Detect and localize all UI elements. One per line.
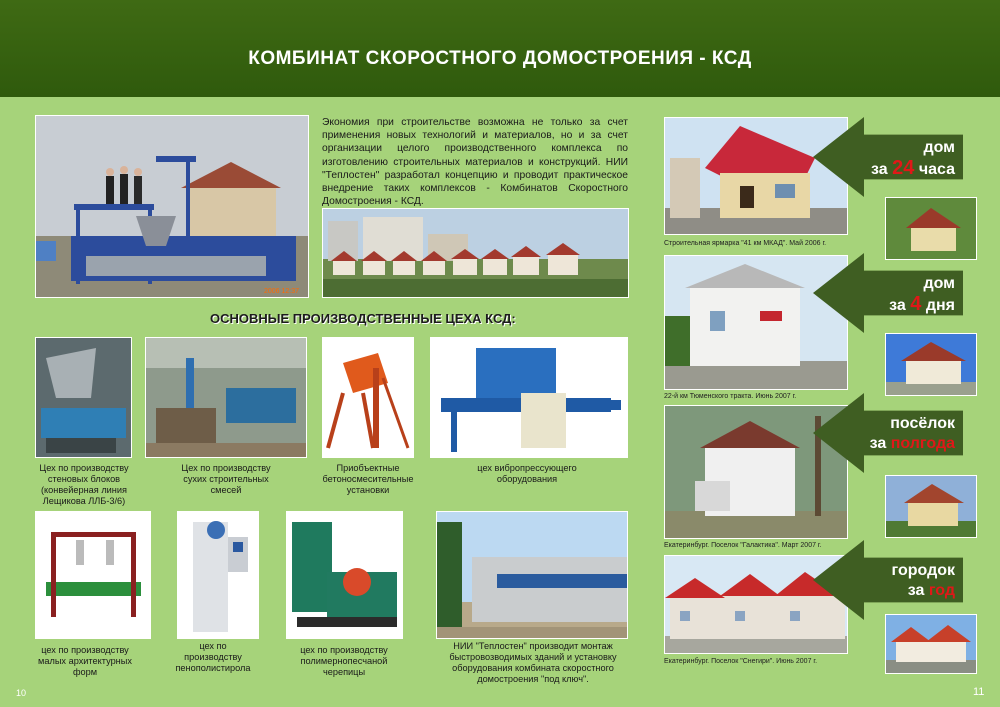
plant-photo — [35, 115, 309, 298]
page-title: КОМБИНАТ СКОРОСТНОГО ДОМОСТРОЕНИЯ - КСД — [248, 48, 752, 69]
page-header — [0, 0, 1000, 97]
arrow-town — [813, 540, 963, 620]
small-house-3 — [885, 475, 977, 538]
section-title: ОСНОВНЫЕ ПРОИЗВОДСТВЕННЫЕ ЦЕХА КСД: — [210, 311, 516, 326]
workshop-photo-tile — [286, 511, 403, 639]
workshop-photo-arch — [35, 511, 151, 639]
arrow-line1: дом — [923, 275, 955, 292]
arrow-village — [813, 393, 963, 473]
caption-tile: цех по производству полимернопесчаной черепицы — [300, 645, 388, 677]
small-house-1 — [885, 197, 977, 260]
caption-house-4: Екатеринбург. Поселок "Снегири". Июнь 2007 г. — [664, 658, 818, 665]
caption-foam: цех по производству пенополистирола — [175, 641, 251, 673]
workshop-photo-mixes — [145, 337, 307, 458]
page-number-right: 11 — [973, 686, 985, 698]
caption-house-3: Екатеринбург. Поселок "Галактика". Март 2007 г. — [664, 542, 822, 549]
small-house-4 — [885, 614, 977, 674]
building-photo — [436, 511, 628, 639]
caption-blocks: Цех по производству стеновых блоков (конвейерная линия Лещикова ЛЛБ-3/6) — [39, 463, 129, 506]
intro-text: Экономия при строительстве возможна не только за счет применения новых технологий и материалов, но и за счет организации целого производственного комплекса по изготовлению строительных материалов и конструкций. НИИ "Теплостен" разработал концепцию и проводит практическое внедрение таких комплексов - Комбинатов Скоростного Домостроения - КСД. — [322, 117, 628, 208]
photo-timestamp: 2006 12:37 — [264, 288, 300, 295]
caption-vibropress: цех вибропрессующего оборудования — [477, 463, 577, 484]
workshop-photo-vibropress — [430, 337, 628, 458]
village-photo — [322, 208, 629, 298]
arrow-line2: за полгода — [869, 435, 955, 452]
arrow-house-24h — [813, 117, 963, 197]
small-house-2 — [885, 333, 977, 396]
caption-concrete: Приобъектные бетоносмесительные установки — [322, 463, 414, 495]
workshop-photo-foam — [177, 511, 259, 639]
arrow-line2: за год — [907, 582, 955, 599]
workshop-photo-concrete — [322, 337, 414, 458]
caption-house-1: Строительная ярмарка "41 км МКАД". Май 2006 г. — [664, 240, 827, 247]
page-number-left: 10 — [16, 688, 27, 698]
arrow-line1: городок — [891, 562, 955, 579]
arrow-line2: за 24 часа — [871, 157, 955, 179]
arrow-line2: за 4 дня — [889, 293, 955, 315]
caption-building: НИИ "Теплостен" производит монтаж быстровозводимых зданий и установку оборудования комбината скоростного домостроения "под ключ". — [449, 641, 617, 684]
arrow-line1: дом — [923, 139, 955, 156]
workshop-photo-blocks — [35, 337, 132, 458]
caption-mixes: Цех по производству сухих строительных смесей — [181, 463, 271, 495]
arrow-house-4d — [813, 253, 963, 333]
caption-arch: цех по производству малых архитектурных форм — [38, 645, 132, 677]
arrow-line1: посёлок — [890, 415, 955, 432]
caption-house-2: 22-й км Тюменского тракта. Июнь 2007 г. — [664, 393, 797, 400]
